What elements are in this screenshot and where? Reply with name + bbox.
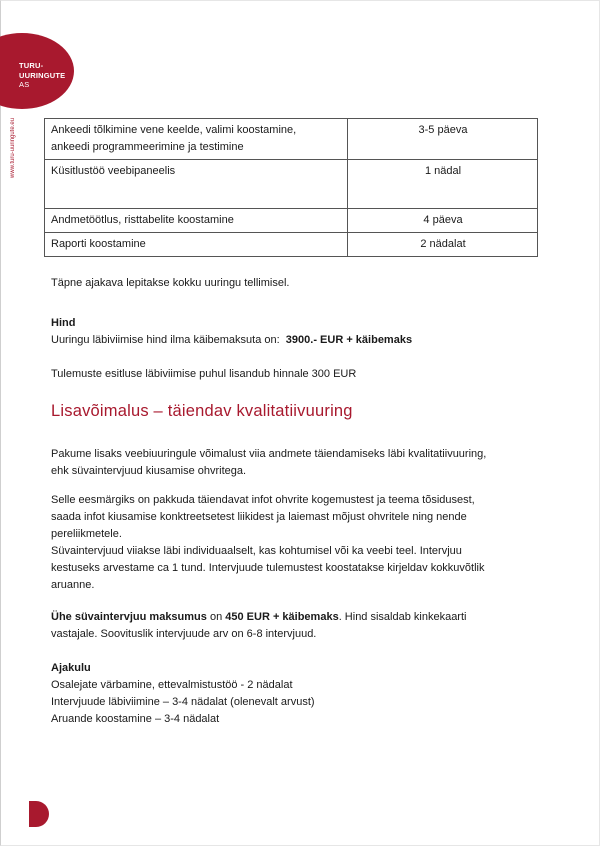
task-cell [45,119,348,160]
paragraph-line: Selle eesmärgiks on pakkuda täiendavat infot ohvrite kogemustest ja teema tõsidusest, [51,494,475,506]
price-amount: 3900.- EUR + käibemaks [285,334,413,346]
paragraph-line: aruanne. [51,579,95,591]
logo-line-1: TURU- [19,61,44,70]
table-row [45,119,538,160]
timeline-section [51,660,541,728]
interview-cost [51,609,541,643]
logo-text [19,61,65,90]
task-cell: Andmetöötlus, risttabelite koostamine [45,209,348,233]
paragraph-line: vastajale. Soovituslik intervjuude arv on 6-8 intervjuud. [51,628,317,640]
price-label: Uuringu läbiviimise hind ilma käibemaksuta on: [51,334,280,346]
section-heading: Lisavõimalus – täiendav kvalitatiivuuring [51,402,353,420]
price-extra: Tulemuste esitluse läbiviimise puhul lisandub hinnale 300 EUR [51,368,357,380]
paragraph-line: pereliikmetele. [51,528,122,540]
table-row [45,160,538,209]
list-item: Osalejate värbamine, ettevalmistustöö - 2 nädalat [51,679,293,691]
paragraph-line: kestuseks arvestame ca 1 tund. Intervjuude tulemustest koostatakse kirjeldav kokkuvõtlik [51,562,485,574]
paragraph-line: Pakume lisaks veebiuuringule võimalust viia andmete täiendamiseks läbi kvalitatiivuuring, [51,448,487,460]
option-paragraph-1 [51,446,541,480]
task-text: Ankeedi tõlkimine vene keelde, valimi koostamine, [51,124,297,136]
task-cell: Küsitlustöö veebipaneelis [45,160,348,209]
duration-cell: 3-5 päeva [348,119,538,160]
timeline-title: Ajakulu [51,662,91,674]
price-title: Hind [51,317,76,329]
cost-amount: 450 EUR + käibemaks [225,611,339,623]
cost-rest: . Hind sisaldab kinkekaarti [338,611,467,623]
task-text: ankeedi programmeerimine ja testimine [51,141,244,153]
list-item: Intervjuude läbiviimine – 3-4 nädalat (olenevalt arvust) [51,696,315,708]
side-url: www.turu-uuringute.eu [10,118,16,179]
footer-logo-mark [29,801,49,827]
duration-cell: 2 nädalat [348,233,538,257]
task-cell: Raporti koostamine [45,233,348,257]
paragraph-line: Süvaintervjuud viiakse läbi individuaalselt, kas kohtumisel või ka veebi teel. Intervjuu [51,545,462,557]
paragraph-line: saada infot kiusamise konktreetsetest liikidest ja laiemast mõjust ohvritele ning nende [51,511,467,523]
schedule-table [44,118,538,257]
table-row [45,233,538,257]
option-paragraph-2 [51,492,541,594]
table-row [45,209,538,233]
cost-connector: on [206,611,226,623]
list-item: Aruande koostamine – 3-4 nädalat [51,713,220,725]
paragraph-line [51,609,541,626]
paragraph-line: ehk süvaintervjuud kiusamise ohvritega. [51,465,247,477]
logo-line-3: AS [19,80,30,89]
cost-label: Ühe süvaintervjuu maksumus [51,611,207,623]
price-text [51,332,541,349]
duration-cell: 1 nädal [348,160,538,209]
logo-line-2: UURINGUTE [19,70,66,80]
duration-cell: 4 päeva [348,209,538,233]
schedule-note: Täpne ajakava lepitakse kokku uuringu tellimisel. [51,277,290,289]
